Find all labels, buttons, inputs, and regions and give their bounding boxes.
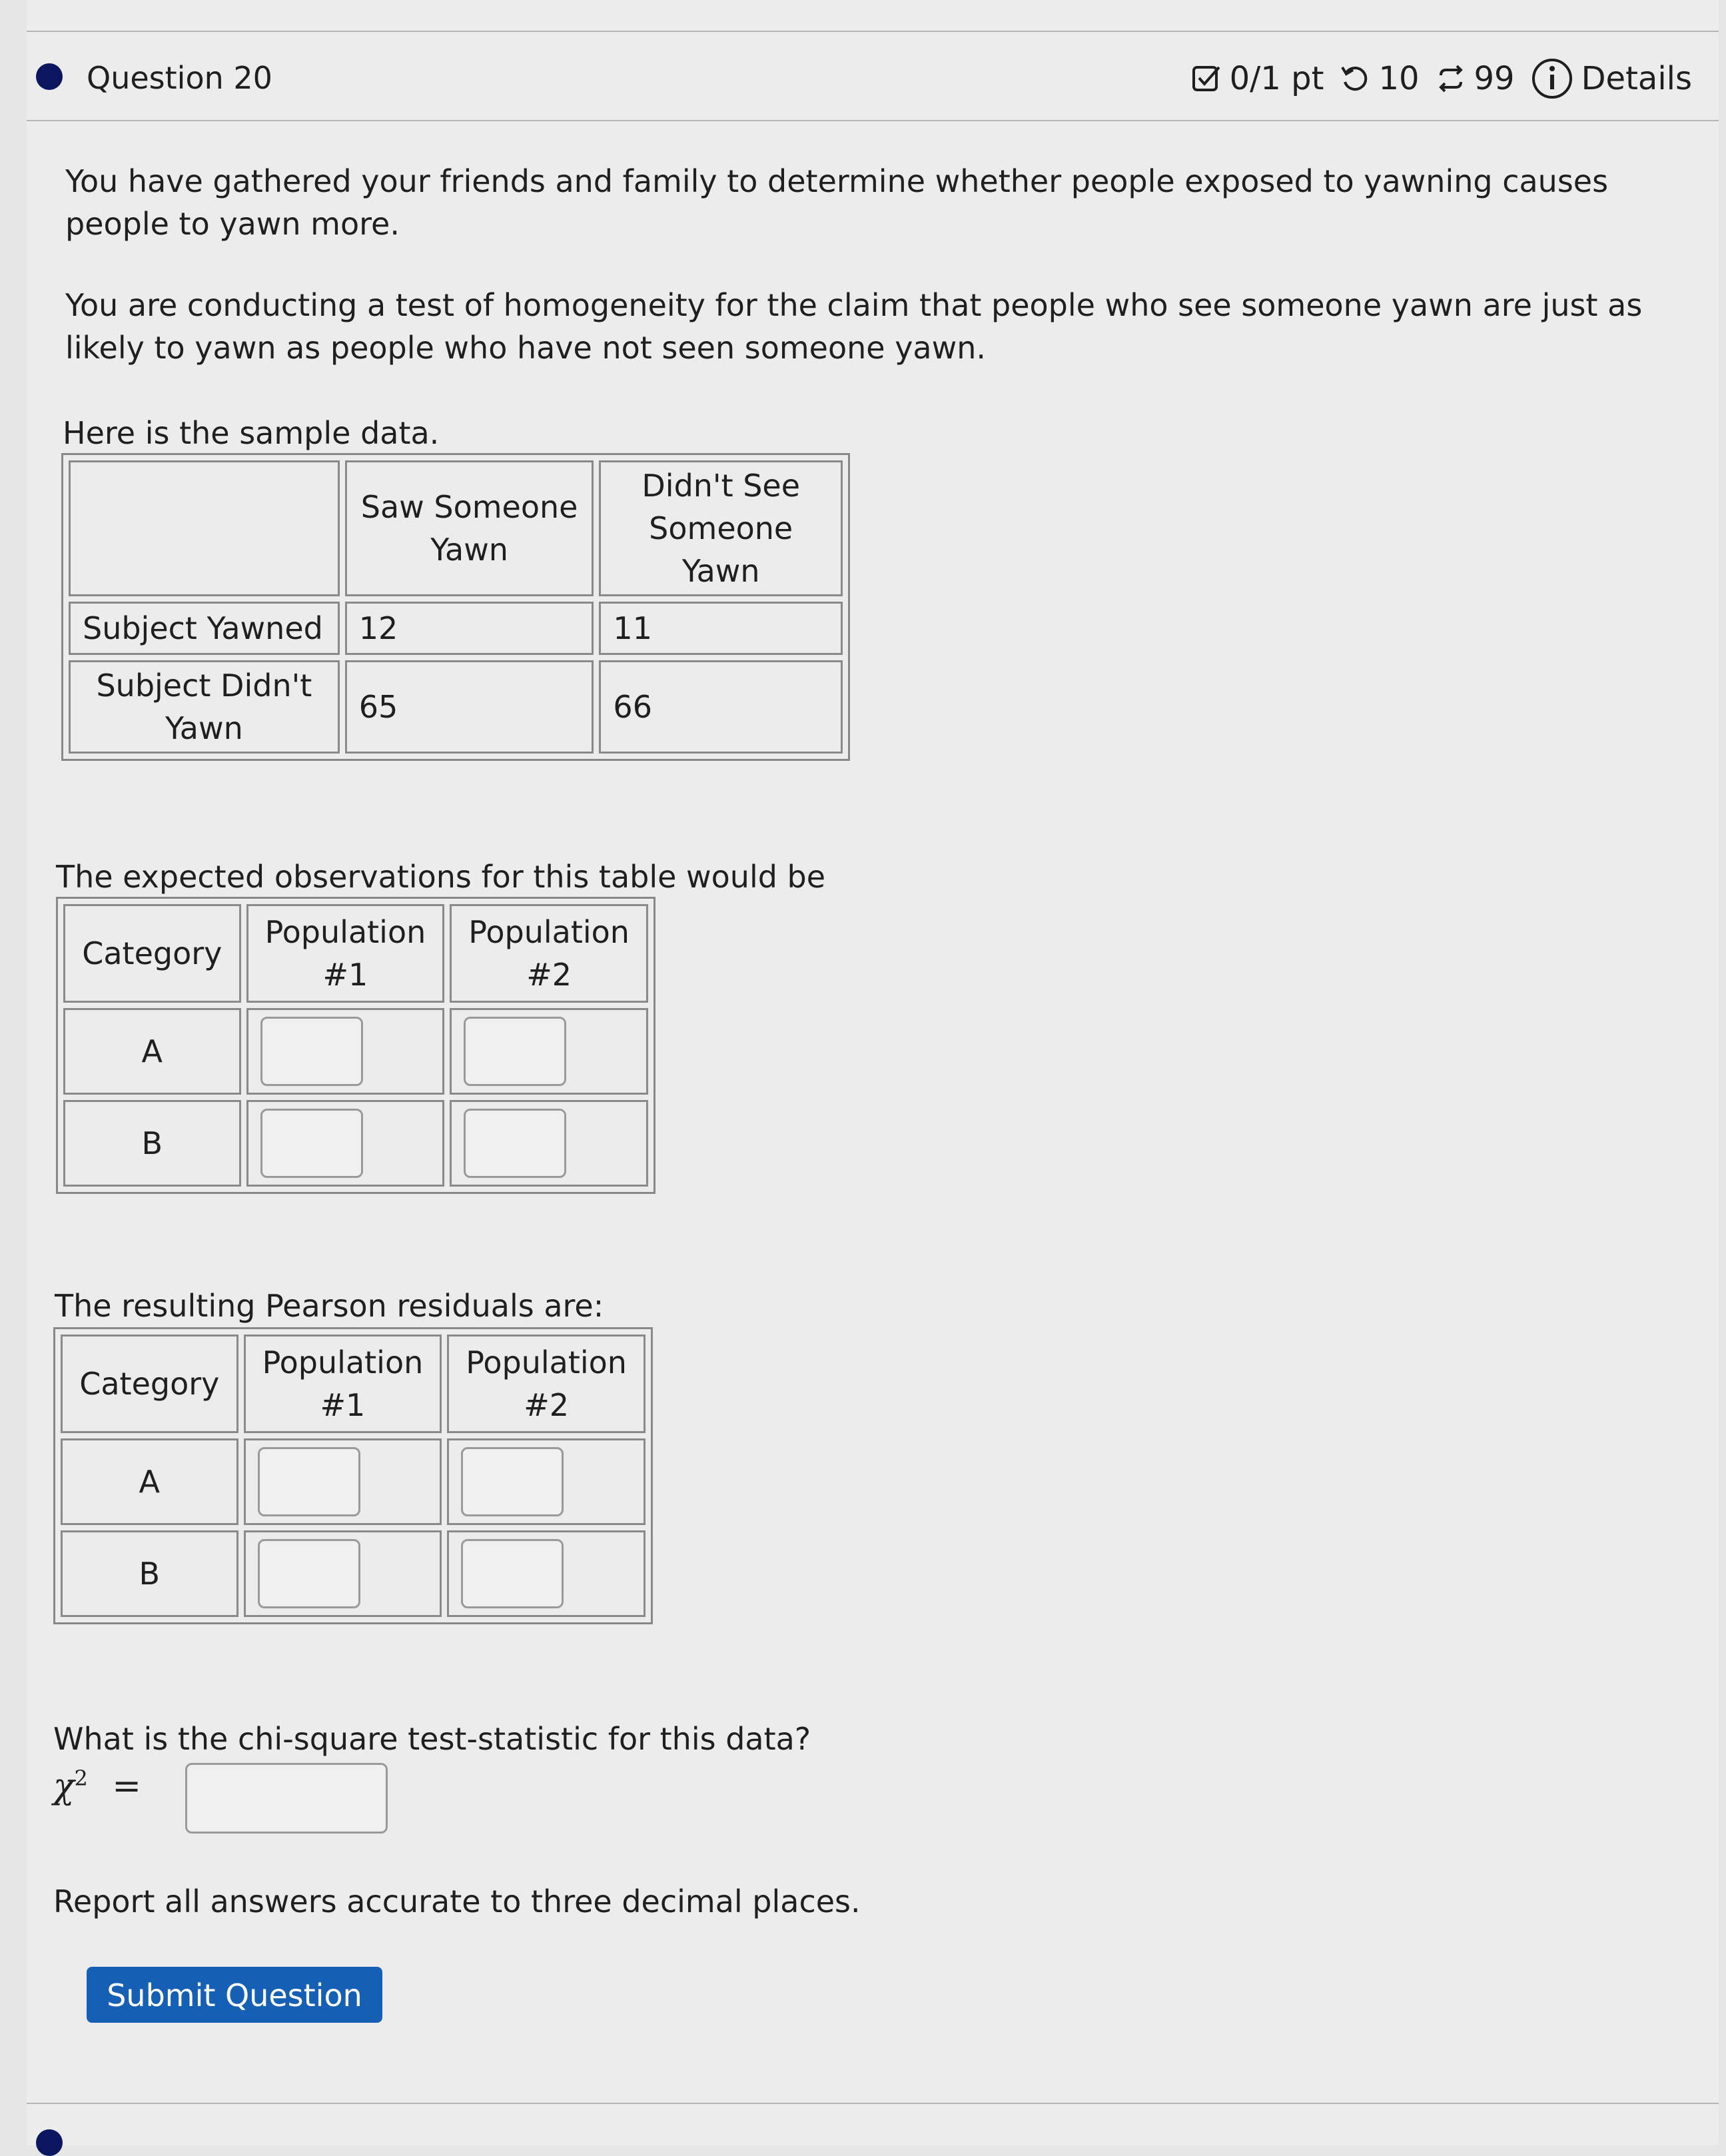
expected-cell bbox=[246, 1008, 445, 1095]
residuals-header-category: Category bbox=[61, 1335, 238, 1433]
cell-yawned-didnt-see: 11 bbox=[599, 602, 843, 655]
expected-table bbox=[56, 897, 655, 1194]
expected-label: The expected observations for this table would be bbox=[56, 859, 826, 895]
question-title: Question 20 bbox=[87, 60, 272, 96]
chi-square-input[interactable] bbox=[185, 1763, 388, 1834]
row-label-subject-yawned: Subject Yawned bbox=[69, 602, 340, 655]
expected-b-pop2-input[interactable] bbox=[464, 1109, 566, 1178]
info-icon bbox=[1531, 57, 1573, 100]
expected-category-b: B bbox=[63, 1100, 241, 1187]
submit-question-button[interactable]: Submit Question bbox=[87, 1967, 382, 2023]
expected-category-a: A bbox=[63, 1008, 241, 1095]
residuals-category-a: A bbox=[61, 1438, 238, 1525]
table-row bbox=[63, 1008, 648, 1095]
checkbox-icon bbox=[1191, 63, 1222, 94]
undo-icon bbox=[1340, 63, 1370, 94]
residuals-header-pop2: Population #2 bbox=[447, 1335, 646, 1433]
residual-a-pop2-input[interactable] bbox=[461, 1447, 564, 1516]
expected-cell bbox=[450, 1008, 648, 1095]
table-row bbox=[69, 602, 843, 655]
residuals-table bbox=[53, 1327, 653, 1624]
expected-b-pop1-input[interactable] bbox=[260, 1109, 363, 1178]
intro-paragraph-1: You have gathered your friends and family to determine whether people exposed to yawning causes people to yawn more. bbox=[65, 163, 1609, 242]
chi-square-question: What is the chi-square test-statistic for this data? bbox=[53, 1721, 811, 1757]
score-indicator bbox=[1191, 60, 1324, 97]
retry-indicator bbox=[1340, 60, 1419, 97]
repeat-icon bbox=[1436, 63, 1466, 94]
details-link[interactable] bbox=[1531, 57, 1692, 100]
col-header-saw-yawn: Saw Someone Yawn bbox=[345, 460, 594, 596]
expected-a-pop2-input[interactable] bbox=[464, 1017, 566, 1086]
bottom-divider bbox=[27, 2103, 1719, 2104]
question-status-dot bbox=[36, 63, 63, 90]
chi-exponent: 2 bbox=[74, 1766, 88, 1791]
expected-a-pop1-input[interactable] bbox=[260, 1017, 363, 1086]
residuals-cell bbox=[447, 1530, 646, 1617]
table-row bbox=[69, 660, 843, 754]
attempts-count: 99 bbox=[1474, 60, 1515, 97]
chi-square-label bbox=[53, 1766, 141, 1806]
col-header-didnt-see-yawn: Didn't See Someone Yawn bbox=[599, 460, 843, 596]
score-text: 0/1 pt bbox=[1229, 60, 1324, 97]
header-divider bbox=[27, 120, 1719, 121]
residuals-category-b: B bbox=[61, 1530, 238, 1617]
residuals-label: The resulting Pearson residuals are: bbox=[55, 1288, 604, 1324]
residual-a-pop1-input[interactable] bbox=[258, 1447, 360, 1516]
table-row bbox=[61, 1530, 646, 1617]
residuals-cell bbox=[447, 1438, 646, 1525]
row-label-subject-didnt-yawn: Subject Didn't Yawn bbox=[69, 660, 340, 754]
residuals-cell bbox=[244, 1530, 442, 1617]
cell-yawned-saw: 12 bbox=[345, 602, 594, 655]
expected-header-pop1: Population #1 bbox=[246, 904, 445, 1003]
residuals-header-pop1: Population #1 bbox=[244, 1335, 442, 1433]
chi-symbol: χ bbox=[53, 1766, 75, 1807]
residuals-cell bbox=[244, 1438, 442, 1525]
expected-cell bbox=[246, 1100, 445, 1187]
retries-count: 10 bbox=[1378, 60, 1420, 97]
next-question-dot bbox=[36, 2129, 63, 2156]
details-label[interactable]: Details bbox=[1581, 60, 1692, 97]
table-row bbox=[61, 1438, 646, 1525]
intro-paragraph-2: You are conducting a test of homogeneity for the claim that people who see someone yawn are just as likely to yawn as people who have not seen someone yawn. bbox=[65, 287, 1643, 366]
table-corner bbox=[69, 460, 340, 596]
residual-b-pop2-input[interactable] bbox=[461, 1539, 564, 1608]
sample-data-label: Here is the sample data. bbox=[63, 415, 440, 451]
expected-header-pop2: Population #2 bbox=[450, 904, 648, 1003]
cell-didnt-yawn-saw: 65 bbox=[345, 660, 594, 754]
expected-header-category: Category bbox=[63, 904, 241, 1003]
question-meta bbox=[1175, 57, 1692, 100]
attempts-indicator bbox=[1436, 60, 1515, 97]
question-page bbox=[27, 0, 1719, 2145]
cell-didnt-yawn-didnt-see: 66 bbox=[599, 660, 843, 754]
chi-equals: = bbox=[112, 1766, 141, 1807]
residual-b-pop1-input[interactable] bbox=[258, 1539, 360, 1608]
top-divider bbox=[27, 31, 1719, 32]
accuracy-note: Report all answers accurate to three decimal places. bbox=[53, 1884, 861, 1919]
expected-cell bbox=[450, 1100, 648, 1187]
table-row bbox=[63, 1100, 648, 1187]
sample-data-table bbox=[61, 453, 850, 761]
